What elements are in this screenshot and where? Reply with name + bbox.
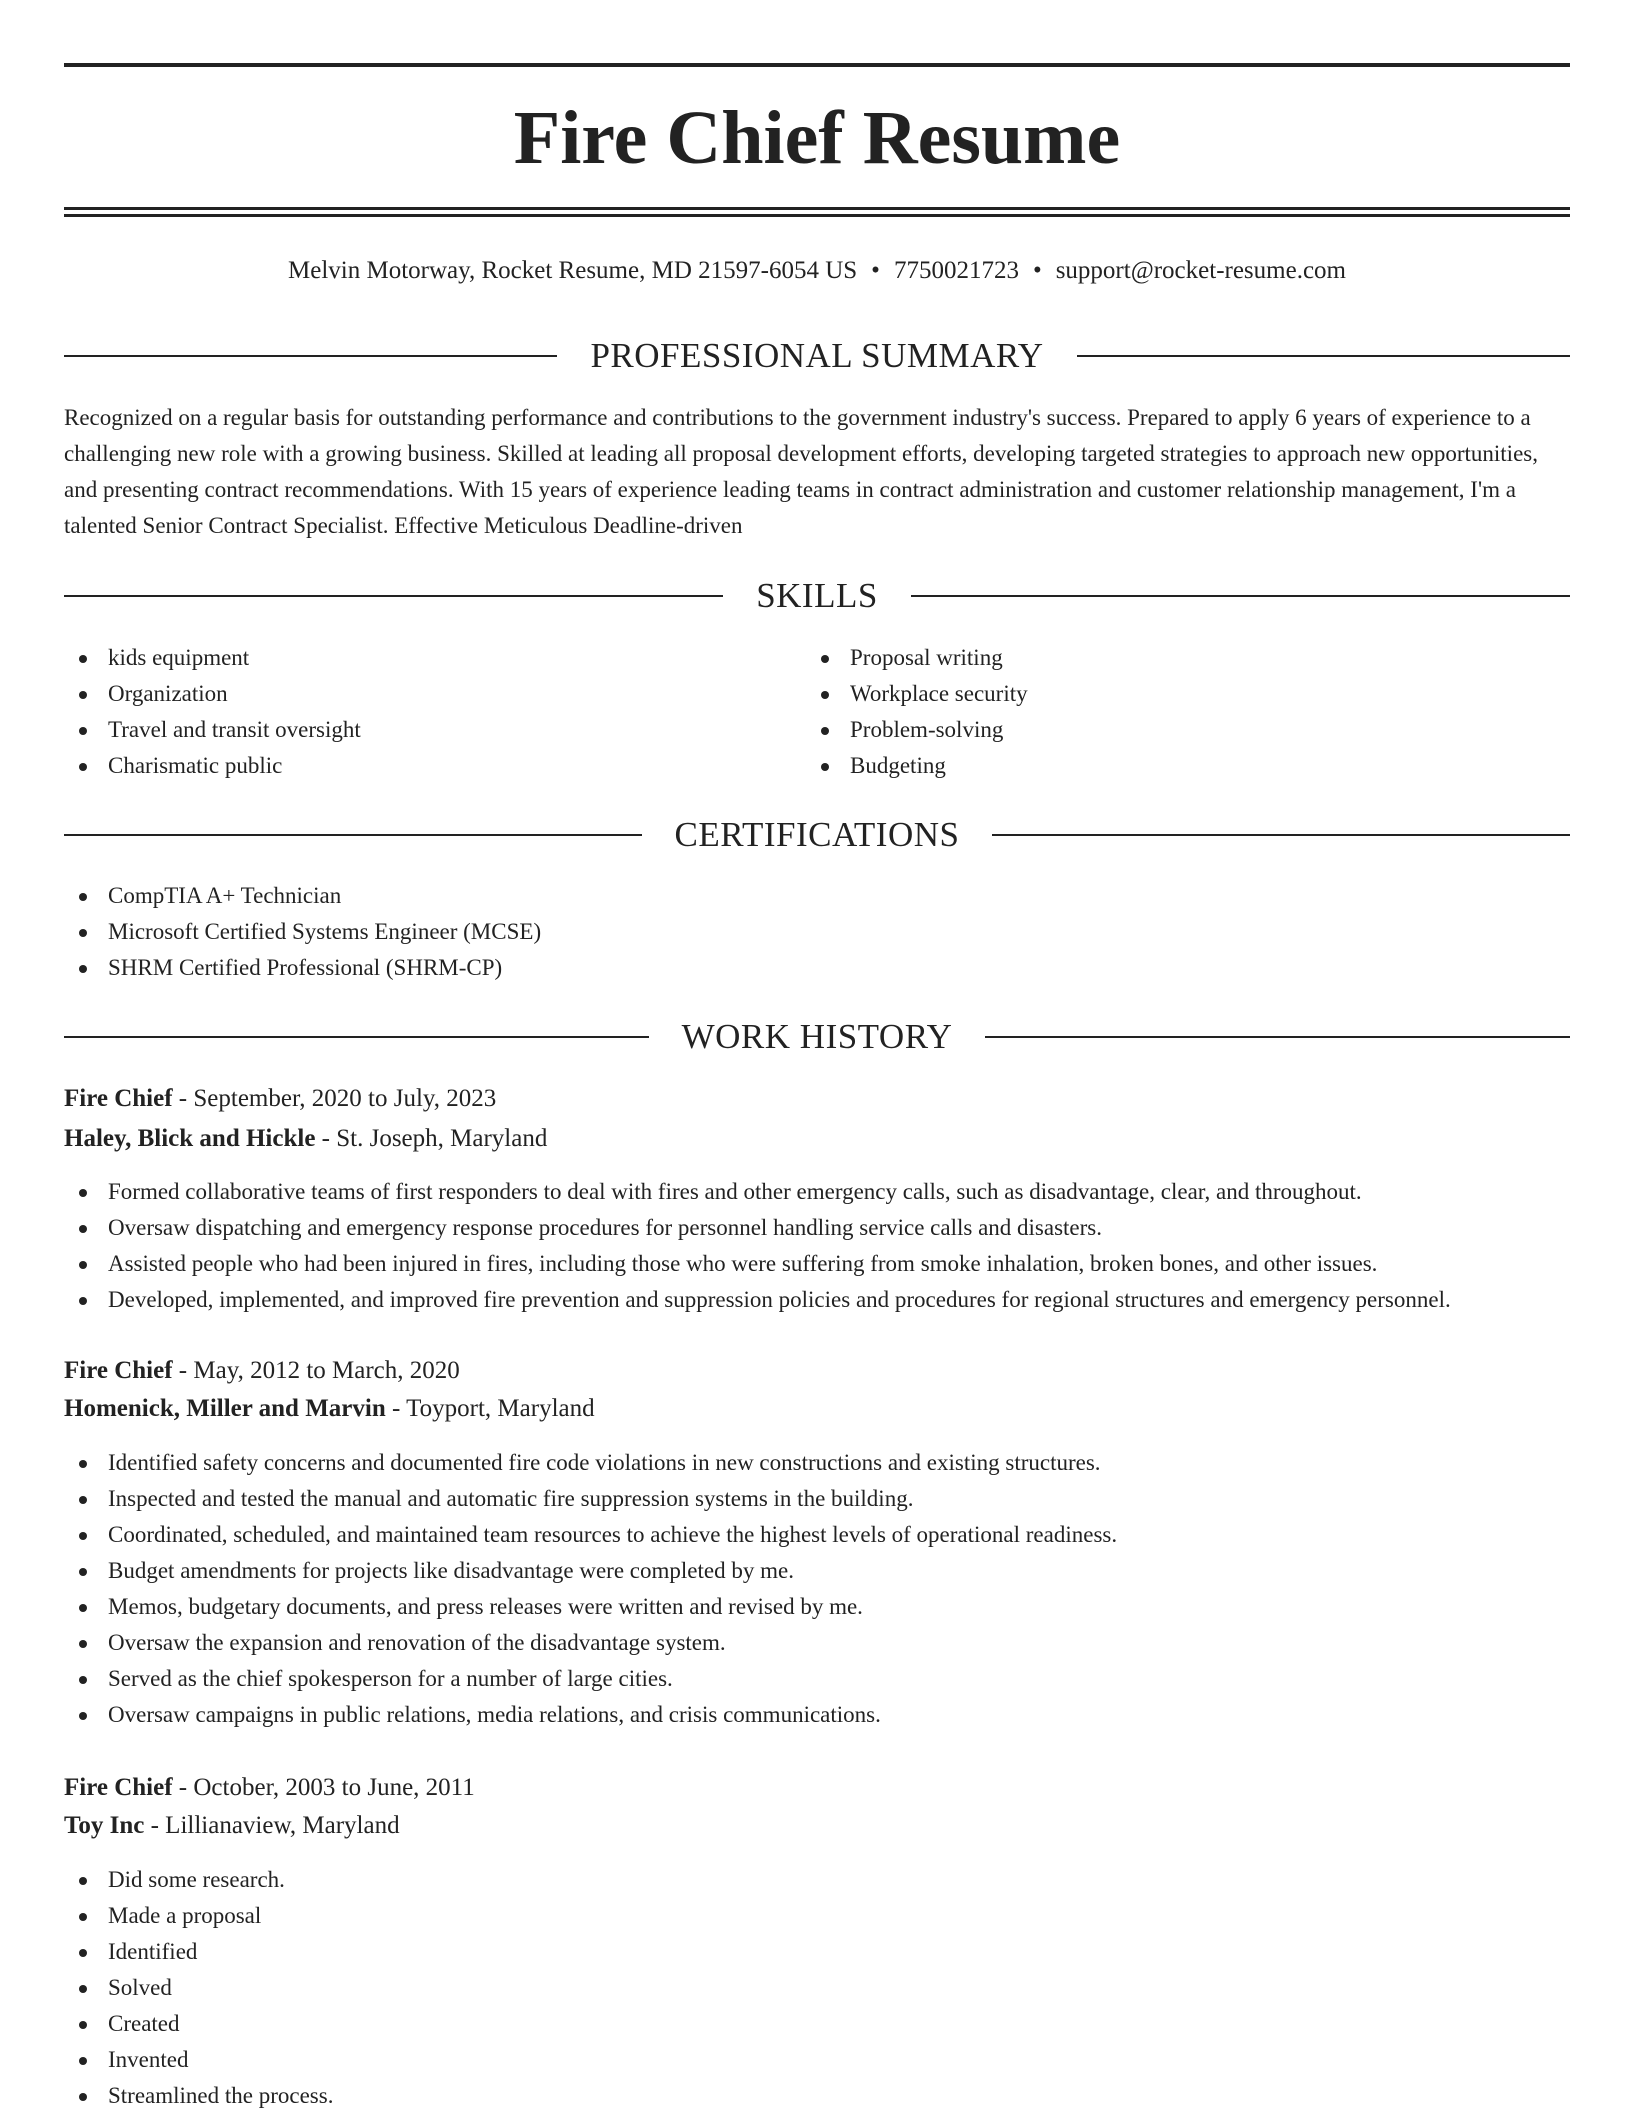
job-location: - Toyport, Maryland (385, 1395, 595, 1422)
skill-item: Problem-solving (806, 712, 1548, 748)
job-duty-item: Oversaw dispatching and emergency response procedures for personnel handling service calls and disasters. (64, 1210, 1570, 1246)
certification-item: SHRM Certified Professional (SHRM-CP) (64, 950, 1570, 986)
job-title: Fire Chief (64, 1357, 173, 1384)
skills-column-right (806, 640, 1548, 784)
heading-rule (992, 834, 1570, 836)
job-duties-list (64, 1174, 1570, 1318)
job-company-line (64, 1120, 547, 1158)
job-title: Fire Chief (64, 1085, 173, 1112)
job-company-line (64, 1807, 400, 1845)
job-duty-item: Oversaw campaigns in public relations, media relations, and crisis communications. (64, 1697, 1570, 1733)
job-title-line (64, 1769, 475, 1807)
heading-rule (1077, 355, 1570, 357)
job-duties-list (64, 1862, 1570, 2114)
section-heading-summary (64, 336, 1570, 376)
skills-list (64, 640, 1570, 784)
job-duty-item: Developed, implemented, and improved fire prevention and suppression policies and procedures for regional structures and emergency personnel. (64, 1282, 1570, 1318)
heading-rule (64, 1036, 649, 1038)
job-duty-item: Created (64, 2006, 1570, 2042)
job-duty-item: Invented (64, 2042, 1570, 2078)
heading-rule (64, 834, 642, 836)
job-company: Toy Inc (64, 1812, 145, 1839)
skill-item: Budgeting (806, 748, 1548, 784)
summary-text: Recognized on a regular basis for outstanding performance and contributions to the government industry's success. Prepared to apply 6 years of experience to a challenging new role with a growing business. Skilled at leading all proposal development efforts, developing targeted strategies to approach new opportunities, and presenting contract recommendations. With 15 years of experience leading teams in contract administration and customer relationship management, I'm a talented Senior Contract Specialist. Effective Meticulous Deadline-driven (64, 405, 1538, 538)
job-duty-item: Did some research. (64, 1862, 1570, 1898)
job-company: Homenick, Miller and Marvin (64, 1395, 386, 1422)
skill-item: Organization (64, 676, 806, 712)
section-title: SKILLS (756, 576, 878, 615)
job-duty-item: Inspected and tested the manual and automatic fire suppression systems in the building. (64, 1481, 1570, 1517)
skill-item: Charismatic public (64, 748, 806, 784)
job-duty-item: Assisted people who had been injured in fires, including those who were suffering from smoke inhalation, broken bones, and other issues. (64, 1246, 1570, 1282)
heading-rule (64, 355, 557, 357)
job-duty-item: Budget amendments for projects like disadvantage were completed by me. (64, 1553, 1570, 1589)
job-duty-item: Served as the chief spokesperson for a number of large cities. (64, 1661, 1570, 1697)
skill-item: Travel and transit oversight (64, 712, 806, 748)
section-title: WORK HISTORY (681, 1017, 953, 1056)
job-location: - Lillianaview, Maryland (144, 1812, 400, 1839)
job-duty-item: Oversaw the expansion and renovation of the disadvantage system. (64, 1625, 1570, 1661)
job-dates: - September, 2020 to July, 2023 (172, 1085, 497, 1112)
contact-line (64, 256, 1570, 286)
job-duties-list (64, 1445, 1570, 1733)
certification-item: CompTIA A+ Technician (64, 878, 1570, 914)
heading-rule (985, 1036, 1570, 1038)
job-dates: - October, 2003 to June, 2011 (172, 1774, 475, 1801)
skill-item: kids equipment (64, 640, 806, 676)
certifications-list (64, 878, 1570, 986)
heading-rule (911, 595, 1570, 597)
skill-item: Proposal writing (806, 640, 1548, 676)
section-heading-certifications (64, 815, 1570, 855)
certification-item: Microsoft Certified Systems Engineer (MCSE) (64, 914, 1570, 950)
job-duty-item: Solved (64, 1970, 1570, 2006)
job-company: Haley, Blick and Hickle (64, 1125, 316, 1152)
heading-rule (64, 595, 723, 597)
job-duty-item: Made a proposal (64, 1898, 1570, 1934)
job-duty-item: Identified (64, 1934, 1570, 1970)
section-heading-skills (64, 576, 1570, 616)
contact-phone: 7750021723 (893, 257, 1019, 284)
skill-item: Workplace security (806, 676, 1548, 712)
page-title: Fire Chief Resume (513, 96, 1121, 180)
job-title-line (64, 1352, 460, 1390)
job-company-line (64, 1390, 595, 1428)
job-duty-item: Memos, budgetary documents, and press releases were written and revised by me. (64, 1589, 1570, 1625)
section-title: CERTIFICATIONS (674, 815, 960, 854)
contact-address: Melvin Motorway, Rocket Resume, MD 21597-6054 US (288, 257, 858, 284)
job-title-line (64, 1080, 496, 1118)
job-duty-item: Identified safety concerns and documented fire code violations in new constructions and existing structures. (64, 1445, 1570, 1481)
job-location: - St. Joseph, Maryland (315, 1125, 548, 1152)
skills-column-left (64, 640, 806, 784)
job-duty-item: Streamlined the process. (64, 2078, 1570, 2114)
contact-email: support@rocket-resume.com (1055, 257, 1346, 284)
title-double-rule (64, 207, 1570, 217)
job-dates: - May, 2012 to March, 2020 (172, 1357, 460, 1384)
job-title: Fire Chief (64, 1774, 173, 1801)
section-heading-work-history (64, 1017, 1570, 1057)
section-title: PROFESSIONAL SUMMARY (590, 336, 1044, 375)
job-duty-item: Coordinated, scheduled, and maintained team resources to achieve the highest levels of operational readiness. (64, 1517, 1570, 1553)
top-rule (64, 63, 1570, 67)
contact-separator: • (871, 257, 880, 284)
job-duty-item: Formed collaborative teams of first responders to deal with fires and other emergency calls, such as disadvantage, clear, and throughout. (64, 1174, 1570, 1210)
contact-separator: • (1032, 257, 1042, 284)
